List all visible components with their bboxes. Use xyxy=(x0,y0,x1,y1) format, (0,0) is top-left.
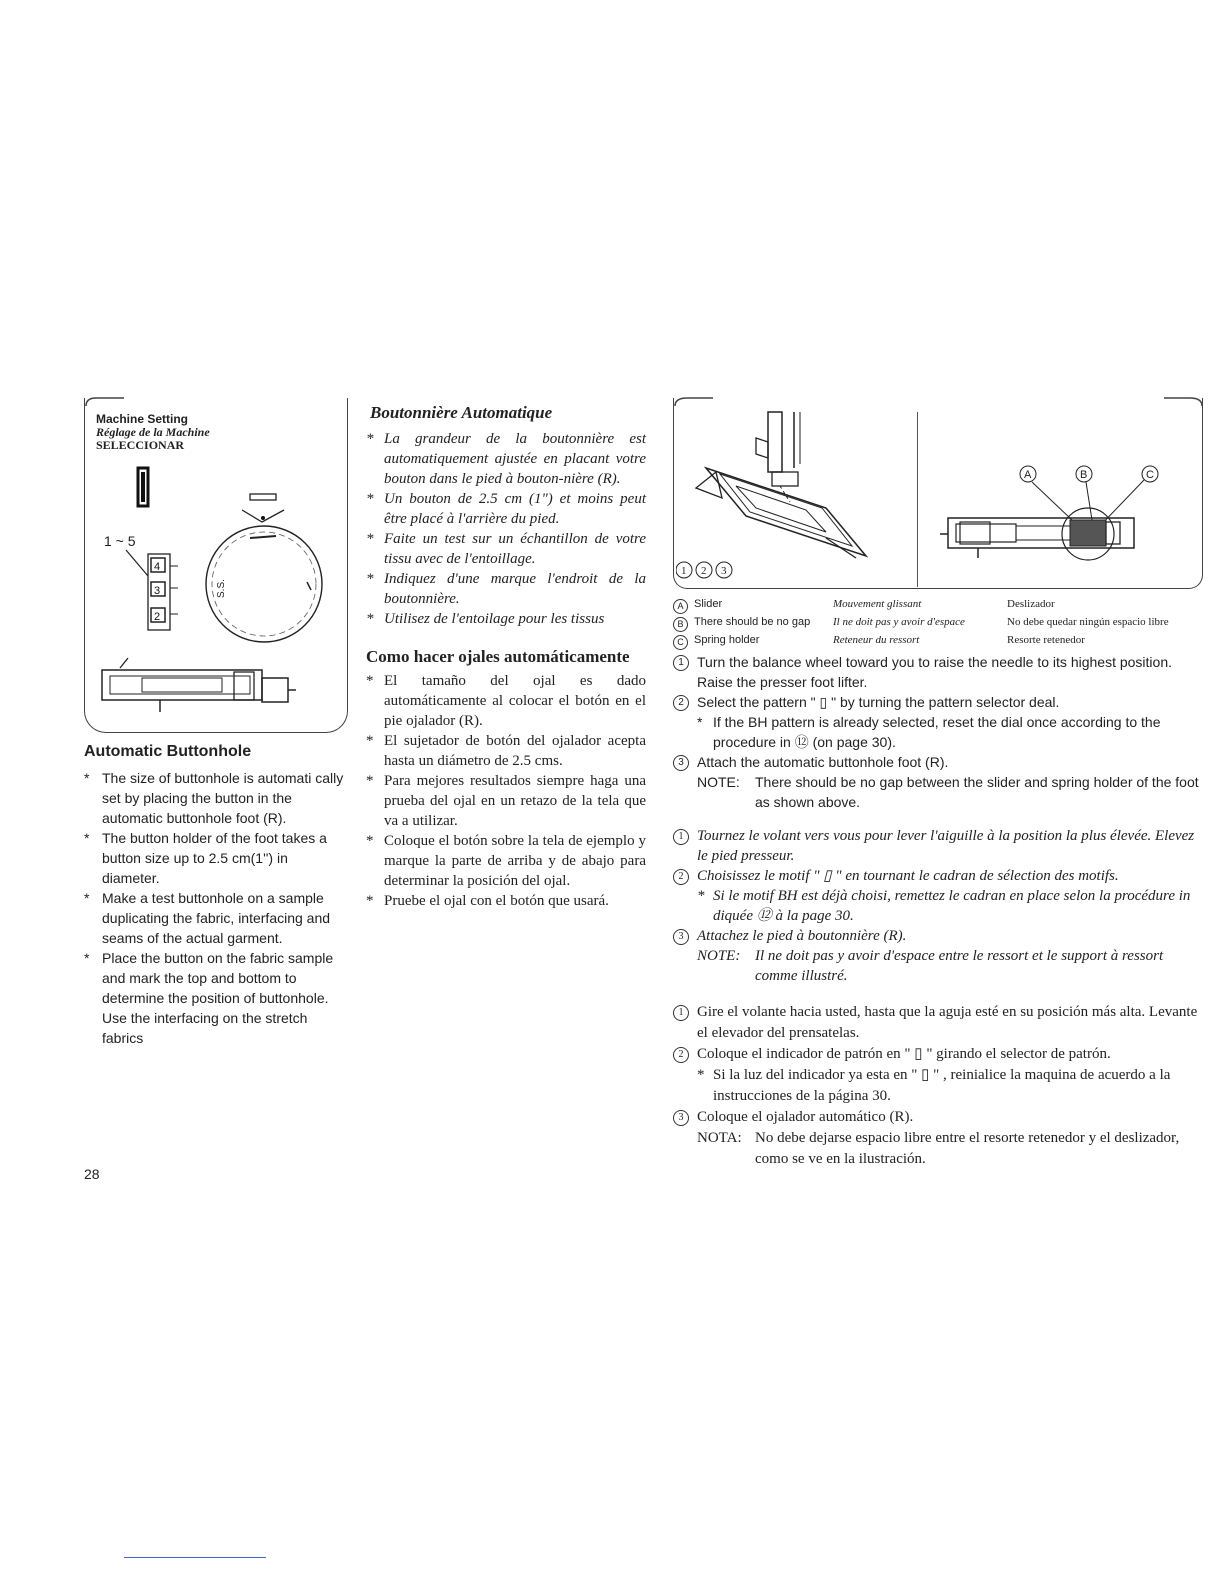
callout-a: A xyxy=(1024,469,1032,481)
legend-es: Deslizador xyxy=(1007,598,1055,610)
french-steps xyxy=(673,826,1205,986)
step-label-2: 2 xyxy=(701,565,707,577)
step-3: 3 Attachez le pied à boutonnière (R). xyxy=(673,926,1205,946)
note-label: NOTE: xyxy=(697,948,741,964)
step-2: 2 Coloque el indicador de patrón en " ▯ " girando el selector de patrón. xyxy=(673,1044,1205,1065)
dial-number-3: 3 xyxy=(154,585,161,597)
legend-fr: Reteneur du ressort xyxy=(833,634,920,646)
french-bullet-list xyxy=(366,429,646,629)
step-3: 3 Attach the automatic buttonhole foot (R). xyxy=(673,752,1205,772)
note xyxy=(673,1128,1205,1170)
legend-en: Spring holder xyxy=(694,634,760,646)
note xyxy=(673,946,1205,986)
step-1: 1 Gire el volante hacia usted, hasta que la aguja esté en su posición más alta. Levante el elevador del prensatelas. xyxy=(673,1002,1205,1044)
foot-attach-illustration xyxy=(676,408,914,584)
legend-row xyxy=(673,596,1213,614)
list-item: * Faite un test sur un échantillon de votre tissu avec de l'entoillage. xyxy=(366,529,646,569)
step-text: Attach the automatic buttonhole foot (R). xyxy=(697,754,949,770)
machine-setting-en: Machine Setting xyxy=(96,412,189,426)
dial-number-2: 2 xyxy=(154,611,161,623)
figure-corner-right xyxy=(1164,392,1204,406)
step-text: Gire el volante hacia usted, hasta que la aguja esté en su posición más alta. Levante el elevador del prensatelas. xyxy=(697,1004,1198,1041)
machine-setting-heading xyxy=(96,413,336,452)
note-text: Il ne doit pas y avoir d'espace entre le ressort et le support à ressort comme illustré. xyxy=(755,948,1164,984)
note-label: NOTA: xyxy=(697,1130,742,1146)
step-text: Turn the balance wheel toward you to raise the needle to its highest position. Raise the presser foot lifter. xyxy=(697,654,1172,690)
figure-divider xyxy=(917,412,918,587)
list-item: * Place the button on the fabric sample xyxy=(84,948,346,968)
note xyxy=(673,772,1205,812)
range-label: 1 ~ 5 xyxy=(104,533,136,549)
list-item: * Pruebe el ojal con el botón que usará. xyxy=(366,891,646,911)
list-item: * Make a test buttonhole on a sample duplicating the fabric, interfacing and seams of the actual garment. xyxy=(84,888,346,948)
english-steps xyxy=(673,652,1205,812)
step-text: Coloque el ojalador automático (R). xyxy=(697,1109,914,1125)
note-label: NOTE: xyxy=(697,774,740,790)
list-item: * La grandeur de la boutonnière est automatiquement ajustée en placant votre bouton dans le pied à bouton-nière (R). xyxy=(366,429,646,489)
list-item: * Para mejores resultados siempre haga una prueba del ojal en un retazo de la tela que va a utilizar. xyxy=(366,771,646,831)
box-corner xyxy=(84,392,124,406)
legend-en: There should be no gap xyxy=(694,616,811,628)
dial-number-4: 4 xyxy=(154,561,161,573)
footer-rule xyxy=(124,1557,266,1558)
legend-es: No debe quedar ningún espacio libre xyxy=(1007,616,1169,628)
list-item: * Un bouton de 2.5 cm (1") et moins peut être placé à l'arrière du pied. xyxy=(366,489,646,529)
step-3: 3 Coloque el ojalador automático (R). xyxy=(673,1107,1205,1128)
legend-fr: Mouvement glissant xyxy=(833,598,922,610)
step-2-sub: * If the BH pattern is already selected, reset the dial once according to the procedure in ⑫ (on page 30). xyxy=(673,712,1205,752)
step-2: 2 Choisissez le motif " ▯ " en tournant le cadran de sélection des motifs. xyxy=(673,866,1205,886)
foot-detail-illustration xyxy=(920,408,1200,584)
legend-row xyxy=(673,614,1213,632)
step-2: 2 Select the pattern " ▯ " by turning the pattern selector deal. xyxy=(673,692,1205,712)
step-label-1: 1 xyxy=(681,565,687,577)
ss-label: S.S. xyxy=(216,579,227,598)
legend-es: Resorte retenedor xyxy=(1007,634,1085,646)
step-2-sub: * Si le motif BH est déjà choisi, remettez le cadran en place selon la procédure in diquée ⑫ à la page 30. xyxy=(673,886,1205,926)
step-label-3: 3 xyxy=(721,565,727,577)
figure-legend xyxy=(673,596,1213,650)
spanish-steps xyxy=(673,1002,1205,1170)
legend-row xyxy=(673,632,1213,650)
list-item: * Utilisez de l'entoilage pour les tissus xyxy=(366,609,646,629)
spanish-title: Como hacer ojales automáticamente xyxy=(366,647,630,666)
step-1: 1 Turn the balance wheel toward you to raise the needle to its highest position. Raise the presser foot lifter. xyxy=(673,652,1205,692)
legend-key: A xyxy=(673,599,688,614)
list-item: * El sujetador de botón del ojalador acepta hasta un diámetro de 2.5 cms. xyxy=(366,731,646,771)
list-item: * The size of buttonhole is automati cally set by placing the button in the automatic buttonhole foot (R). xyxy=(84,768,346,828)
callout-b: B xyxy=(1080,469,1088,481)
step-2-sub: * Si la luz del indicador ya esta en " ▯ " , reinialice la maquina de acuerdo a la instrucciones de la página 30. xyxy=(673,1065,1205,1107)
machine-setting-fr: Réglage de la Machine xyxy=(96,425,210,439)
french-title: Boutonnière Automatique xyxy=(370,403,553,422)
page-number: 28 xyxy=(84,1166,100,1182)
list-item: * El tamaño del ojal es dado automáticamente al colocar el botón en el pie ojalador (R). xyxy=(366,671,646,731)
figure-corner-left xyxy=(673,392,713,406)
spanish-bullet-list xyxy=(366,671,646,911)
list-item: * Indiquez d'une marque l'endroit de la boutonnière. xyxy=(366,569,646,609)
list-item: * Coloque el botón sobre la tela de ejemplo y marque la parte de arriba y de abajo para determinar la posición del ojal. xyxy=(366,831,646,891)
step-text: Select the pattern " ▯ " by turning the pattern selector deal. xyxy=(697,694,1060,710)
machine-setting-illustration xyxy=(86,458,344,728)
step-1: 1 Tournez le volant vers vous pour lever l'aiguille à la position la plus élevée. Elevez le pied presseur. xyxy=(673,826,1205,866)
english-bullet-list xyxy=(84,768,346,1048)
step-text: Attachez le pied à boutonnière (R). xyxy=(697,928,907,944)
step-text: Tournez le volant vers vous pour lever l'aiguille à la position la plus élevée. Elevez le pied presseur. xyxy=(697,828,1195,864)
list-item: * The button holder of the foot takes a button size up to 2.5 cm(1'') in diameter. xyxy=(84,828,346,888)
middle-column xyxy=(366,403,646,911)
legend-en: Slider xyxy=(694,598,723,610)
callout-c: C xyxy=(1146,469,1154,481)
legend-key: B xyxy=(673,617,688,632)
legend-key: C xyxy=(673,635,688,650)
list-item-continuation: and mark the top and bottom to determine the position of buttonhole. Use the interfacing on the stretch fabrics xyxy=(102,970,329,1046)
legend-fr: Il ne doit pas y avoir d'espace xyxy=(833,616,965,628)
step-text: Coloque el indicador de patrón en " ▯ " girando el selector de patrón. xyxy=(697,1046,1111,1062)
step-text: Choisissez le motif " ▯ " en tournant le cadran de sélection des motifs. xyxy=(697,868,1119,884)
note-text: There should be no gap between the slider and spring holder of the foot as shown above. xyxy=(755,774,1199,810)
machine-setting-es: SELECCIONAR xyxy=(96,438,185,452)
note-text: No debe dejarse espacio libre entre el resorte retenedor y el deslizador, como se ve en la ilustración. xyxy=(755,1130,1180,1167)
automatic-buttonhole-title: Automatic Buttonhole xyxy=(84,743,252,760)
